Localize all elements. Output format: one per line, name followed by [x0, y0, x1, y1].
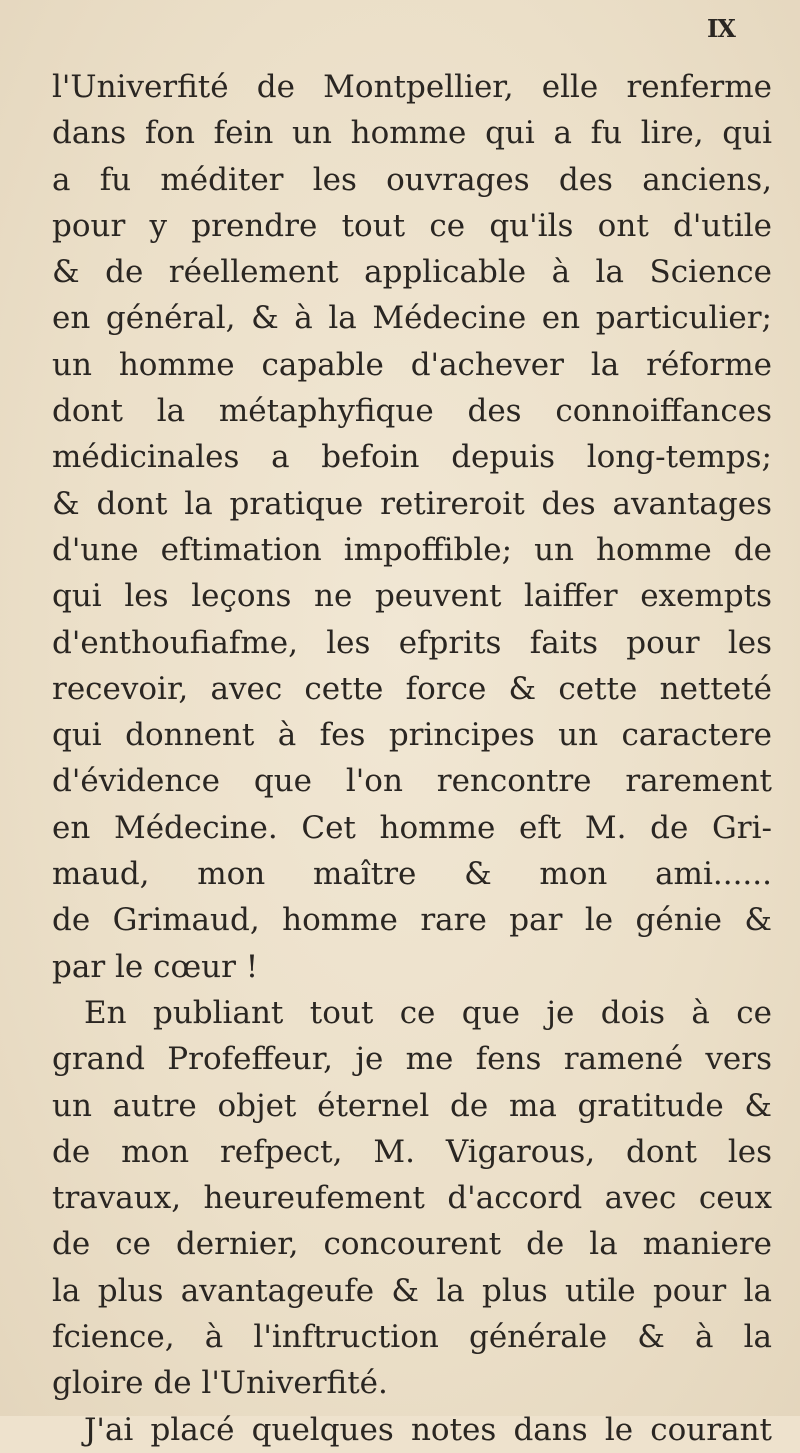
- text-line: travaux, heureufement d'accord avec ceux: [52, 1180, 772, 1217]
- text-line: qui les leçons ne peuvent laiffer exempts: [52, 578, 772, 615]
- text-line: J'ai placé quelques notes dans le courant: [84, 1411, 772, 1448]
- text-line: & de réellement applicable à la Science: [52, 254, 772, 291]
- text-line: grand Profeffeur, je me fens ramené vers: [52, 1041, 772, 1078]
- text-line: maud, mon maître & mon ami......: [52, 856, 772, 893]
- text-line: d'évidence que l'on rencontre rarement: [52, 763, 772, 800]
- page-body: [52, 64, 772, 1453]
- text-line: la plus avantageufe & la plus utile pour la: [52, 1272, 772, 1309]
- text-line: dont la métaphyfique des connoiffances: [52, 393, 772, 430]
- text-line: d'une eftimation impoffible; un homme de: [52, 531, 772, 568]
- text-line: de mon refpect, M. Vigarous, dont les: [52, 1133, 772, 1170]
- text-line: dans fon fein un homme qui a fu lire, qui: [52, 115, 772, 152]
- text-line: a fu méditer les ouvrages des anciens,: [52, 161, 772, 198]
- page-number: IX: [707, 14, 735, 43]
- text-line: un autre objet éternel de ma gratitude &: [52, 1087, 772, 1124]
- text-line: fcience, à l'inftruction générale & à la: [52, 1319, 772, 1356]
- text-line: par le cœur !: [52, 948, 259, 985]
- text-line: gloire de l'Univerfité.: [52, 1365, 388, 1402]
- text-line: un homme capable d'achever la réforme: [52, 346, 772, 383]
- text-line: d'enthoufiafme, les efprits faits pour les: [52, 624, 772, 661]
- text-line: & dont la pratique retireroit des avantages: [52, 485, 772, 522]
- text-line: de Grimaud, homme rare par le génie &: [52, 902, 772, 939]
- text-line: En publiant tout ce que je dois à ce: [84, 994, 772, 1031]
- text-line: qui donnent à fes principes un caractere: [52, 717, 772, 754]
- text-line: médicinales a befoin depuis long-temps;: [52, 439, 772, 476]
- text-line: recevoir, avec cette force & cette netteté: [52, 670, 772, 707]
- text-line: de ce dernier, concourent de la maniere: [52, 1226, 772, 1263]
- text-line: pour y prendre tout ce qu'ils ont d'utile: [52, 207, 772, 244]
- text-line: l'Univerfité de Montpellier, elle renferme: [52, 69, 772, 105]
- text-line: en général, & à la Médecine en particulier;: [52, 300, 772, 337]
- text-line: en Médecine. Cet homme eft M. de Gri-: [52, 809, 772, 846]
